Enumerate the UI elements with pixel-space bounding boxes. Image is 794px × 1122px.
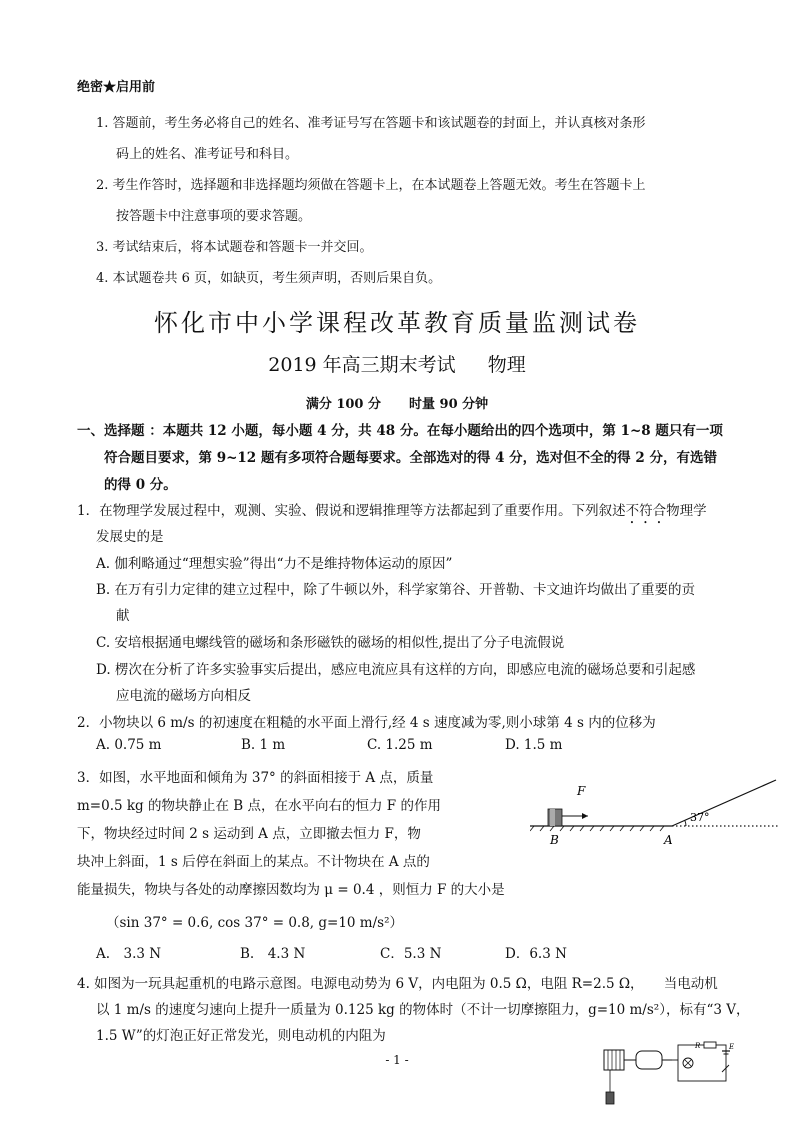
emf-label: E [729, 1043, 734, 1051]
ground-hatch [600, 826, 604, 831]
ground-hatch [570, 826, 574, 831]
incline-figure [530, 778, 782, 852]
question-stem: 3．如图，水平地面和倾角为 37° 的斜面相接于 A 点，质量 [77, 770, 434, 786]
question-stem: 能量损失，物块与各处的动摩擦因数均为 μ = 0.4 ，则恒力 F 的大小是 [77, 882, 505, 898]
ground-hatch [640, 826, 644, 831]
exam-name: 2019 年高三期末考试 [268, 354, 456, 376]
point-a-label: A [664, 833, 673, 847]
option-c: C. 安培根据通电螺线管的磁场和条形磁铁的磁场的相似性,提出了分子电流假说 [96, 635, 565, 651]
question-stem: 4. 如图为一玩具起重机的电路示意图。电源电动势为 6 V，内电阻为 0.5 Ω，电阻 R=2.5 Ω， 当电动机 [77, 976, 718, 992]
force-arrowhead [582, 813, 588, 819]
angle-arc [685, 820, 686, 826]
note-line: 2. 考生作答时，选择题和非选择题均须做在答题卡上，在本试题卷上答题无效。考生在答题卡上 [96, 178, 646, 193]
section-line: 的得 0 分。 [104, 477, 177, 493]
option-d: D. 楞次在分析了许多实验事实后提出，感应电流应具有这样的方向，即感应电流的磁场总要和引起感 [96, 662, 696, 678]
question-stem: 下，物块经过时间 2 s 运动到 A 点，立即撤去恒力 F，物 [77, 826, 421, 842]
note-line: 码上的姓名、准考证号和科目。 [116, 147, 299, 162]
option-b: B. 1 m [241, 737, 286, 753]
ground-hatch [660, 826, 664, 831]
crane-circuit-figure [598, 1038, 734, 1110]
total-score: 满分 100 分 [305, 397, 382, 412]
section-line: 符合题目要求，第 9~12 题有多项符合题每要求。全部选对的得 4 分，选对但不全的得 2 分，有选错 [104, 450, 717, 466]
option-b: B. 在万有引力定律的建立过程中，除了牛顿以外，科学家第谷、开普勒、卡文迪许均做出了重要的贡 [96, 582, 696, 598]
option-a: A. 0.75 m [96, 737, 162, 753]
note-line: 按答题卡中注意事项的要求答题。 [116, 209, 312, 224]
option-a: A. 3.3 N [96, 946, 162, 962]
resistor [704, 1042, 716, 1048]
question-stem: 2．小物块以 6 m/s 的初速度在粗糙的水平面上滑行,经 4 s 速度减为零,则小球第 4 s 内的位移为 [77, 715, 656, 731]
option-b: B. 4.3 N [240, 946, 306, 962]
resistor-label: R [695, 1042, 701, 1050]
angle-label: 37° [690, 811, 710, 824]
exam-subject: 物理 [487, 354, 526, 376]
option-c: C. 1.25 m [367, 737, 433, 753]
load-block [606, 1092, 614, 1104]
ground-hatch [650, 826, 654, 831]
exam-meta [0, 393, 794, 412]
point-b-label: B [550, 833, 559, 847]
option-c: C．5.3 N [380, 946, 442, 962]
given-values: （sin 37° = 0.6, cos 37° = 0.8, g=10 m/s²） [106, 915, 403, 931]
option-a: A. 伽利略通过“理想实验”得出“力不是维持物体运动的原因” [96, 556, 453, 572]
block-highlight [550, 809, 555, 826]
page-number: - 1 - [385, 1053, 409, 1067]
question-stem: 块冲上斜面，1 s 后停在斜面上的某点。不计物块在 A 点的 [77, 854, 430, 870]
ground-hatch [530, 826, 534, 831]
question-stem: 以 1 m/s 的速度匀速向上提升一质量为 0.125 kg 的物体时（不计一切摩擦阻力，g=10 m/s²），标有“3 V， [96, 1002, 750, 1018]
option-d: D. 1.5 m [505, 737, 563, 753]
option-b-cont: 献 [116, 608, 130, 624]
note-line: 4. 本试题卷共 6 页，如缺页，考生须声明，否则后果自负。 [96, 271, 442, 286]
question-stem [77, 499, 707, 527]
option-d: D．6.3 N [505, 946, 567, 962]
question-stem: m=0.5 kg 的物块静止在 B 点，在水平向右的恒力 F 的作用 [77, 798, 441, 814]
stem-text: 1．在物理学发展过程中，观测、实验、假说和逻辑推理等方法都起到了重要作用。下列叙述 [77, 503, 626, 519]
page-title: 怀化市中小学课程改革教育质量监测试卷 [154, 309, 640, 337]
secret-label: 绝密★启用前 [77, 80, 156, 95]
question-stem: 1.5 W”的灯泡正好正常发光，则电动机的内阻为 [96, 1028, 386, 1044]
ground-hatch [630, 826, 634, 831]
ground-hatch [540, 826, 544, 831]
ground-hatch [560, 826, 564, 831]
exam-subtitle [0, 350, 794, 377]
ground-hatch [590, 826, 594, 831]
ground-hatch [620, 826, 624, 831]
question-stem: 发展史的是 [96, 529, 164, 545]
note-line: 3. 考试结束后，将本试题卷和答题卡一并交回。 [96, 240, 373, 255]
ground-hatch [580, 826, 584, 831]
option-d-cont: 应电流的磁场方向相反 [116, 688, 251, 704]
force-label: F [577, 784, 586, 798]
note-line: 1. 答题前，考生务必将自己的姓名、准考证号写在答题卡和该试题卷的封面上，并认真核对条形 [96, 116, 646, 131]
stem-text: 物理学 [666, 503, 707, 519]
time-limit: 时量 90 分钟 [409, 397, 489, 412]
ground-hatch [550, 826, 554, 831]
section-line: 一、选择题 ：本题共 12 小题，每小题 4 分，共 48 分。在每小题给出的四个选项中，第 1~8 题只有一项 [77, 423, 723, 439]
incline-line [672, 780, 776, 826]
stem-emphasis: 不符合 [625, 503, 667, 519]
ground-hatch [610, 826, 614, 831]
